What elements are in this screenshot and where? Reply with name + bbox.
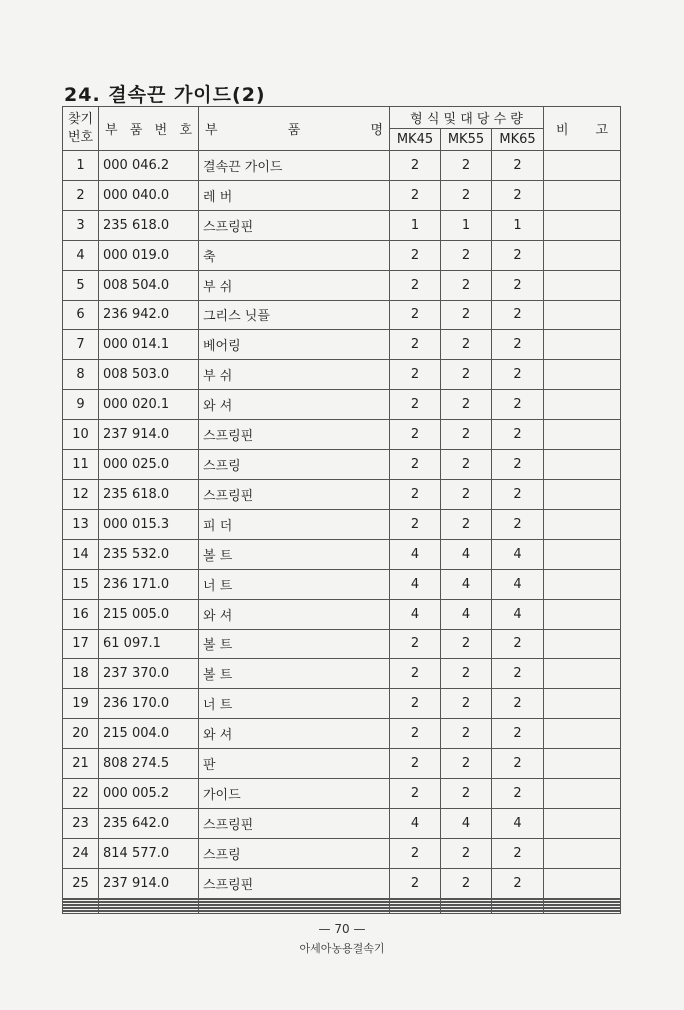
cell-qty-mk55: 2: [441, 629, 492, 659]
cell-part-name: 볼 트: [199, 539, 390, 569]
cell-remark: [544, 539, 621, 569]
cell-qty-mk45: 2: [390, 360, 441, 390]
cell-part-name: 베어링: [199, 330, 390, 360]
table-row: [63, 779, 621, 809]
cell-qty-mk55: 2: [441, 479, 492, 509]
cell-qty-mk55: 2: [441, 450, 492, 480]
cell-part-name: 스프링핀: [199, 868, 390, 898]
cell-part-no: 235 642.0: [99, 808, 199, 838]
cell-part-no: 237 914.0: [99, 420, 199, 450]
cell-qty-mk45: 2: [390, 450, 441, 480]
cell-part-no: 008 503.0: [99, 360, 199, 390]
table-row: [63, 539, 621, 569]
cell-qty-mk55: 2: [441, 509, 492, 539]
table-row: [63, 300, 621, 330]
cell-qty-mk45: 4: [390, 569, 441, 599]
cell-qty-mk65: 2: [492, 509, 544, 539]
cell-part-no: 000 040.0: [99, 180, 199, 210]
cell-part-no: 814 577.0: [99, 838, 199, 868]
cell-qty-mk45: 2: [390, 390, 441, 420]
cell-part-name: 볼 트: [199, 659, 390, 689]
parts-table-body: [63, 151, 621, 914]
cell-remark: [544, 300, 621, 330]
header-part-no-ch: 부: [105, 123, 118, 138]
cell-find-no: 24: [63, 838, 99, 868]
cell-qty-mk45: 2: [390, 300, 441, 330]
cell-part-no: 235 618.0: [99, 479, 199, 509]
cell-qty-mk55: 2: [441, 749, 492, 779]
cell-qty-mk65: 2: [492, 240, 544, 270]
cell-find-no: 12: [63, 479, 99, 509]
cell-qty-mk55: 2: [441, 719, 492, 749]
cell-find-no: 13: [63, 509, 99, 539]
cell-part-no: 215 005.0: [99, 599, 199, 629]
table-row: [63, 479, 621, 509]
cell-part-name: [199, 912, 390, 914]
header-find-no-line2: 번호: [67, 129, 94, 145]
cell-qty-mk65: 4: [492, 808, 544, 838]
cell-find-no: 21: [63, 749, 99, 779]
cell-qty-mk45: 2: [390, 479, 441, 509]
cell-part-no: 235 532.0: [99, 539, 199, 569]
cell-find-no: 11: [63, 450, 99, 480]
cell-find-no: [63, 912, 99, 914]
cell-qty-mk45: 2: [390, 659, 441, 689]
table-row: [63, 868, 621, 898]
header-part-no: [99, 107, 199, 151]
cell-part-name: 부 쉬: [199, 360, 390, 390]
cell-find-no: 1: [63, 151, 99, 181]
cell-qty-mk65: 2: [492, 719, 544, 749]
cell-qty-mk65: 2: [492, 689, 544, 719]
cell-qty-mk65: 1: [492, 210, 544, 240]
table-row-empty: [63, 912, 621, 914]
cell-part-name: 스프링핀: [199, 808, 390, 838]
cell-part-name: 부 쉬: [199, 270, 390, 300]
table-row: [63, 390, 621, 420]
cell-part-name: 와 셔: [199, 599, 390, 629]
cell-remark: [544, 450, 621, 480]
cell-qty-mk55: 2: [441, 240, 492, 270]
cell-find-no: 6: [63, 300, 99, 330]
cell-part-name: 볼 트: [199, 629, 390, 659]
cell-part-name: 너 트: [199, 569, 390, 599]
cell-qty-mk65: 2: [492, 479, 544, 509]
table-row: [63, 838, 621, 868]
cell-part-name: 스프링핀: [199, 479, 390, 509]
cell-qty-mk45: 2: [390, 629, 441, 659]
cell-remark: [544, 330, 621, 360]
cell-remark: [544, 509, 621, 539]
cell-remark: [544, 240, 621, 270]
cell-qty-mk45: 2: [390, 240, 441, 270]
cell-part-no: 236 942.0: [99, 300, 199, 330]
cell-qty-mk45: 2: [390, 151, 441, 181]
cell-find-no: 2: [63, 180, 99, 210]
table-row: [63, 719, 621, 749]
cell-qty-mk45: [390, 912, 441, 914]
cell-part-name: 스프링: [199, 838, 390, 868]
cell-find-no: 16: [63, 599, 99, 629]
cell-part-name: 가이드: [199, 779, 390, 809]
cell-qty-mk45: 4: [390, 808, 441, 838]
header-find-no: [63, 107, 99, 151]
table-row: [63, 210, 621, 240]
header-row-top: [63, 107, 621, 129]
table-row: [63, 270, 621, 300]
cell-qty-mk55: 2: [441, 868, 492, 898]
cell-part-no: 000 005.2: [99, 779, 199, 809]
cell-qty-mk65: 2: [492, 838, 544, 868]
cell-qty-mk55: 4: [441, 599, 492, 629]
page-number: — 70 —: [318, 922, 366, 936]
cell-part-no: 000 025.0: [99, 450, 199, 480]
table-row: [63, 330, 621, 360]
cell-remark: [544, 479, 621, 509]
cell-remark: [544, 599, 621, 629]
cell-qty-mk65: 2: [492, 629, 544, 659]
cell-part-name: 그리스 닛플: [199, 300, 390, 330]
header-model-mk55: MK55: [441, 129, 492, 151]
cell-qty-mk55: 4: [441, 539, 492, 569]
cell-remark: [544, 912, 621, 914]
header-remark-ch: 고: [595, 123, 609, 138]
header-model-mk45: MK45: [390, 129, 441, 151]
cell-qty-mk45: 1: [390, 210, 441, 240]
cell-find-no: 10: [63, 420, 99, 450]
cell-qty-mk65: 2: [492, 450, 544, 480]
header-part-name-ch: 품: [287, 123, 301, 138]
cell-qty-mk65: 2: [492, 868, 544, 898]
cell-find-no: 18: [63, 659, 99, 689]
cell-qty-mk45: 2: [390, 689, 441, 719]
cell-part-name: 피 더: [199, 509, 390, 539]
cell-remark: [544, 151, 621, 181]
header-part-no-ch: 품: [129, 123, 143, 138]
cell-part-no: 236 170.0: [99, 689, 199, 719]
header-part-name: [199, 107, 390, 151]
cell-qty-mk65: 2: [492, 151, 544, 181]
cell-qty-mk45: 2: [390, 270, 441, 300]
cell-find-no: 25: [63, 868, 99, 898]
cell-qty-mk55: 2: [441, 330, 492, 360]
page-title: 24. 결속끈 가이드(2): [64, 84, 266, 106]
cell-part-name: 와 셔: [199, 390, 390, 420]
cell-qty-mk45: 2: [390, 330, 441, 360]
cell-qty-mk55: 2: [441, 180, 492, 210]
cell-qty-mk65: 2: [492, 330, 544, 360]
table-row: [63, 450, 621, 480]
cell-part-no: 000 019.0: [99, 240, 199, 270]
table-row: [63, 151, 621, 181]
cell-find-no: 4: [63, 240, 99, 270]
cell-qty-mk55: 2: [441, 838, 492, 868]
cell-find-no: 17: [63, 629, 99, 659]
cell-qty-mk55: 2: [441, 360, 492, 390]
cell-qty-mk65: [492, 912, 544, 914]
cell-part-no: 237 370.0: [99, 659, 199, 689]
cell-find-no: 23: [63, 808, 99, 838]
cell-qty-mk55: 2: [441, 390, 492, 420]
cell-find-no: 5: [63, 270, 99, 300]
header-part-name-ch: 명: [370, 123, 383, 138]
cell-remark: [544, 360, 621, 390]
footer-subtitle: 아세아농용결속기: [299, 942, 385, 955]
cell-qty-mk65: 2: [492, 360, 544, 390]
cell-qty-mk45: 2: [390, 509, 441, 539]
cell-part-name: 축: [199, 240, 390, 270]
table-row: [63, 659, 621, 689]
cell-qty-mk45: 2: [390, 868, 441, 898]
cell-find-no: 15: [63, 569, 99, 599]
cell-part-no: 235 618.0: [99, 210, 199, 240]
cell-part-no: 215 004.0: [99, 719, 199, 749]
cell-qty-mk65: 2: [492, 420, 544, 450]
cell-find-no: 9: [63, 390, 99, 420]
cell-find-no: 3: [63, 210, 99, 240]
cell-remark: [544, 749, 621, 779]
cell-part-no: 236 171.0: [99, 569, 199, 599]
cell-part-no: 000 046.2: [99, 151, 199, 181]
cell-remark: [544, 719, 621, 749]
cell-qty-mk65: 2: [492, 180, 544, 210]
cell-qty-mk55: 2: [441, 151, 492, 181]
cell-part-name: 너 트: [199, 689, 390, 719]
cell-part-no: 808 274.5: [99, 749, 199, 779]
cell-part-name: 스프링: [199, 450, 390, 480]
cell-qty-mk45: 2: [390, 420, 441, 450]
header-part-no-ch: 번: [154, 123, 168, 138]
cell-remark: [544, 180, 621, 210]
cell-qty-mk55: 2: [441, 779, 492, 809]
table-row: [63, 599, 621, 629]
table-row: [63, 240, 621, 270]
cell-part-no: 61 097.1: [99, 629, 199, 659]
cell-qty-mk45: 2: [390, 719, 441, 749]
cell-qty-mk55: 2: [441, 300, 492, 330]
table-row: [63, 509, 621, 539]
cell-qty-mk55: 1: [441, 210, 492, 240]
cell-find-no: 19: [63, 689, 99, 719]
cell-qty-mk55: 2: [441, 689, 492, 719]
cell-part-no: 000 014.1: [99, 330, 199, 360]
cell-remark: [544, 808, 621, 838]
cell-qty-mk55: 4: [441, 808, 492, 838]
cell-qty-mk55: 4: [441, 569, 492, 599]
cell-remark: [544, 838, 621, 868]
cell-find-no: 7: [63, 330, 99, 360]
cell-part-name: 스프링핀: [199, 210, 390, 240]
header-part-no-ch: 호: [179, 123, 192, 138]
cell-part-no: 000 020.1: [99, 390, 199, 420]
cell-qty-mk45: 4: [390, 599, 441, 629]
cell-qty-mk45: 2: [390, 749, 441, 779]
cell-qty-mk65: 2: [492, 659, 544, 689]
cell-remark: [544, 689, 621, 719]
table-row: [63, 180, 621, 210]
cell-qty-mk55: 2: [441, 420, 492, 450]
cell-qty-mk65: 2: [492, 779, 544, 809]
cell-find-no: 22: [63, 779, 99, 809]
cell-qty-mk65: 4: [492, 569, 544, 599]
cell-qty-mk65: 4: [492, 539, 544, 569]
cell-qty-mk65: 4: [492, 599, 544, 629]
header-remark-ch: 비: [556, 123, 569, 138]
cell-part-name: 레 버: [199, 180, 390, 210]
cell-find-no: 20: [63, 719, 99, 749]
cell-qty-mk65: 2: [492, 300, 544, 330]
cell-part-no: [99, 912, 199, 914]
cell-qty-mk45: 2: [390, 779, 441, 809]
cell-qty-mk65: 2: [492, 749, 544, 779]
table-row: [63, 808, 621, 838]
cell-remark: [544, 868, 621, 898]
cell-part-no: 008 504.0: [99, 270, 199, 300]
cell-find-no: 8: [63, 360, 99, 390]
cell-remark: [544, 659, 621, 689]
header-remark: [544, 107, 621, 151]
cell-qty-mk45: 2: [390, 180, 441, 210]
cell-part-no: 000 015.3: [99, 509, 199, 539]
header-part-name-ch: 부: [205, 123, 218, 138]
cell-qty-mk55: [441, 912, 492, 914]
table-row: [63, 629, 621, 659]
cell-remark: [544, 629, 621, 659]
cell-remark: [544, 779, 621, 809]
cell-qty-mk65: 2: [492, 270, 544, 300]
cell-remark: [544, 569, 621, 599]
table-row: [63, 689, 621, 719]
cell-qty-mk55: 2: [441, 659, 492, 689]
cell-part-no: 237 914.0: [99, 868, 199, 898]
header-find-no-line1: 찾기: [67, 111, 94, 127]
header-model-mk65: MK65: [492, 129, 544, 151]
table-row: [63, 749, 621, 779]
parts-table: [62, 106, 621, 914]
cell-remark: [544, 270, 621, 300]
cell-qty-mk55: 2: [441, 270, 492, 300]
table-row: [63, 569, 621, 599]
cell-remark: [544, 210, 621, 240]
cell-part-name: 와 셔: [199, 719, 390, 749]
cell-qty-mk45: 2: [390, 838, 441, 868]
cell-remark: [544, 390, 621, 420]
cell-qty-mk45: 4: [390, 539, 441, 569]
cell-part-name: 결속끈 가이드: [199, 151, 390, 181]
table-row: [63, 420, 621, 450]
cell-find-no: 14: [63, 539, 99, 569]
cell-remark: [544, 420, 621, 450]
cell-part-name: 스프링핀: [199, 420, 390, 450]
table-row: [63, 360, 621, 390]
header-qty-group: 형 식 및 대 당 수 량: [390, 107, 544, 129]
cell-part-name: 판: [199, 749, 390, 779]
cell-qty-mk65: 2: [492, 390, 544, 420]
